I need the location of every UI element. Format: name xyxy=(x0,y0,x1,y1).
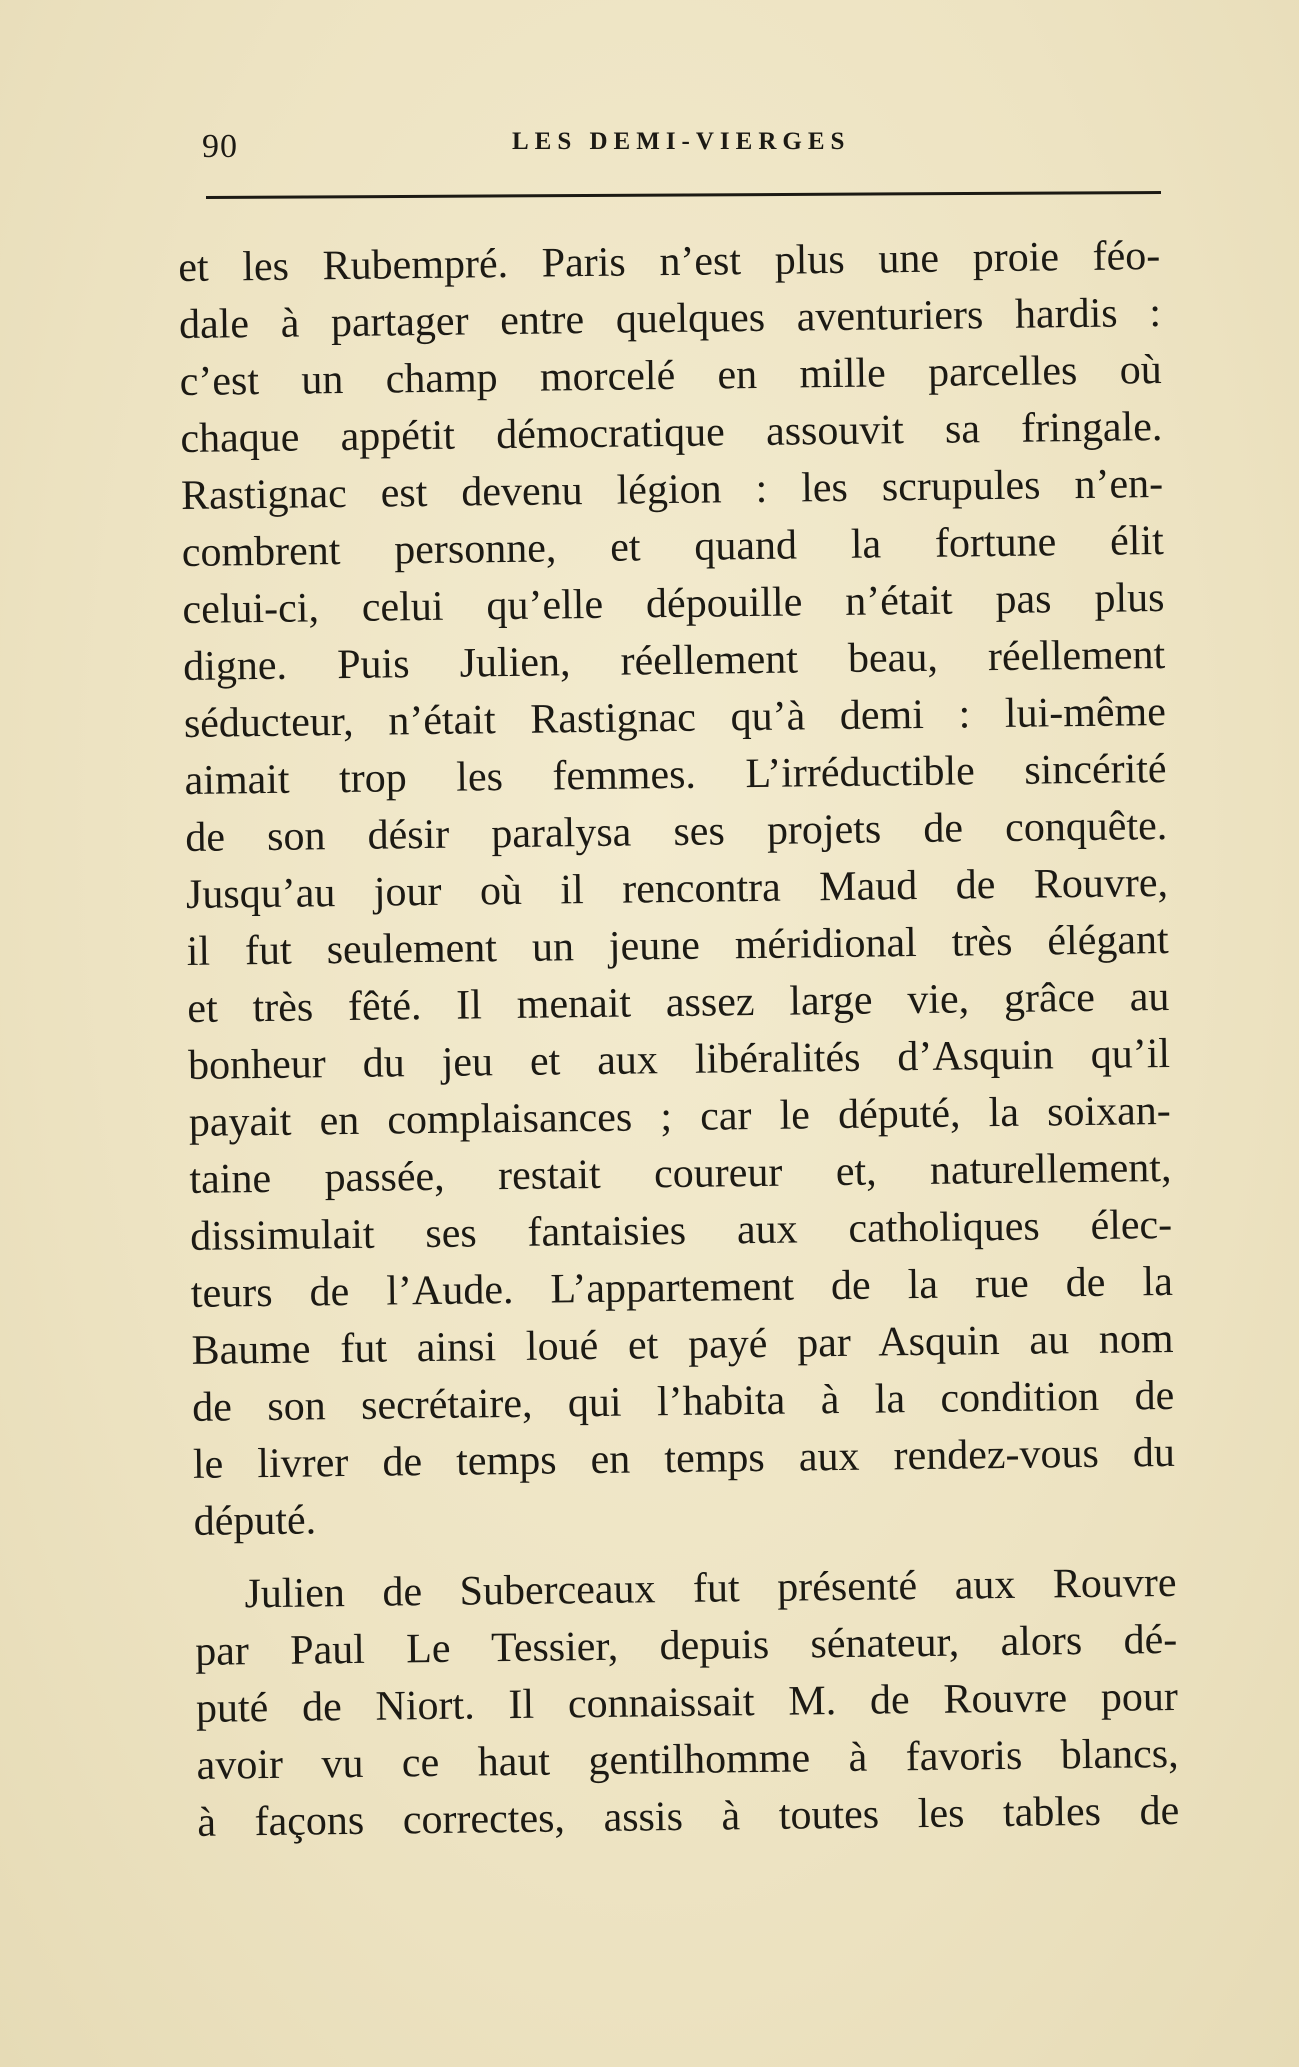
text-line: et les Rubempré. Paris n’est plus une proie féo- xyxy=(178,233,1161,291)
text-line: c’est un champ morcelé en mille parcelles où xyxy=(179,346,1162,405)
text-line: séducteur, n’était Rastignac qu’à demi : lui-même xyxy=(183,688,1167,747)
text-line: par Paul Le Tessier, depuis sénateur, alors dé- xyxy=(194,1616,1178,1675)
text-line: Rastignac est devenu légion : les scrupules n’en- xyxy=(180,460,1164,519)
text-line: Julien de Suberceaux fut présenté aux Rouvre xyxy=(244,1559,1177,1618)
text-line: et très fêté. Il menait assez large vie, grâce au xyxy=(187,973,1170,1032)
text-line: teurs de l’Aude. L’appartement de la rue de la xyxy=(190,1258,1174,1317)
text-line: avoir vu ce haut gentilhomme à favoris blancs, xyxy=(196,1730,1179,1789)
text-line: digne. Puis Julien, réellement beau, réellement xyxy=(182,631,1166,690)
text-line: de son désir paralysa ses projets de conquête. xyxy=(185,802,1168,861)
text-line: à façons correctes, assis à toutes les tables de xyxy=(197,1787,1180,1846)
text-line: dale à partager entre quelques aventuriers hardis : xyxy=(178,289,1162,348)
text-line: de son secrétaire, qui l’habita à la condition de xyxy=(191,1372,1175,1431)
text-line: celui-ci, celui qu’elle dépouille n’était pas plus xyxy=(182,574,1165,633)
text-line: Jusqu’au jour où il rencontra Maud de Rouvre, xyxy=(185,859,1169,918)
text-line: combrent personne, et quand la fortune élit xyxy=(181,517,1165,576)
body-text xyxy=(178,228,1180,1852)
text-line: le livrer de temps en temps aux rendez-vous du xyxy=(192,1429,1176,1488)
text-line: dissimulait ses fantaisies aux catholiques élec- xyxy=(189,1201,1173,1260)
text-line: aimait trop les femmes. L’irréductible sincérité xyxy=(184,745,1167,804)
text-line: député. xyxy=(193,1497,317,1545)
text-line: bonheur du jeu et aux libéralités d’Asquin qu’il xyxy=(187,1030,1171,1089)
header-rule xyxy=(206,191,1161,199)
paragraph xyxy=(194,1555,1179,1852)
text-line: chaque appétit démocratique assouvit sa fringale. xyxy=(180,403,1163,462)
text-line: Baume fut ainsi loué et payé par Asquin au nom xyxy=(191,1315,1174,1374)
text-line: payait en complaisances ; car le député, la soixan- xyxy=(188,1087,1171,1146)
text-line: taine passée, restait coureur et, naturellement, xyxy=(189,1144,1172,1203)
page-number: 90 xyxy=(202,128,238,165)
paragraph xyxy=(178,228,1176,1551)
text-line: il fut seulement un jeune méridional très élégant xyxy=(186,916,1169,975)
text-line: puté de Niort. Il connaissait M. de Rouvre pour xyxy=(195,1673,1179,1732)
running-title: LES DEMI-VIERGES xyxy=(512,128,851,155)
